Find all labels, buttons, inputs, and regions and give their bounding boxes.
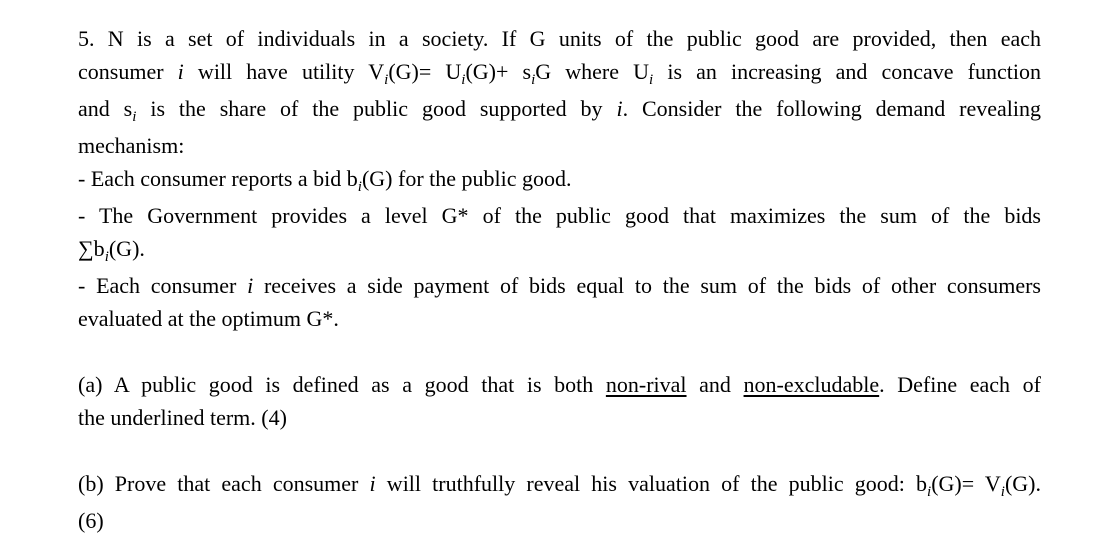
subscript: i [1000, 484, 1005, 500]
subscript: i [104, 249, 109, 265]
text-run: (G) for the public good. [361, 166, 572, 191]
text-run: i [369, 471, 376, 496]
text-run: i [177, 59, 184, 84]
text-run: - Each consumer [78, 273, 248, 298]
text-run: and s [78, 96, 133, 121]
paragraph-gap [78, 434, 1043, 467]
text-run: evaluated at the optimum G*. [78, 306, 339, 331]
text-line [78, 232, 1043, 269]
subscript: i [384, 72, 389, 88]
text-line [78, 504, 1043, 537]
text-line [78, 55, 1041, 92]
text-line [78, 269, 1041, 302]
text-run: will truthfully reveal his valuation of the public good: b [375, 471, 928, 496]
text-run: is an increasing and concave function [653, 59, 1041, 84]
text-run: . Consider the following demand revealing [622, 96, 1042, 121]
text-line [78, 129, 1043, 162]
text-run: is the share of the public good supported by [136, 96, 617, 121]
text-run: (G). [1004, 471, 1042, 496]
text-run: (b) Prove that each consumer [78, 471, 370, 496]
text-run: receives a side payment of bids equal to the sum of the bids of other consumers [253, 273, 1041, 298]
text-run: 5. N is a set of individuals in a society. If G units of the public good are provided, then each [78, 26, 1041, 51]
text-run: will have utility V [183, 59, 385, 84]
text-line [78, 199, 1041, 232]
text-run: i [616, 96, 623, 121]
text-run: (G). [108, 236, 145, 261]
text-run: (G)+ s [465, 59, 532, 84]
text-run: ∑b [78, 236, 105, 261]
text-line [78, 467, 1041, 504]
text-line [78, 22, 1041, 55]
paragraph-gap [78, 335, 1043, 368]
text-run: G where U [535, 59, 650, 84]
subscript: i [461, 72, 466, 88]
text-line [78, 92, 1041, 129]
text-run: (a) A public good is defined as a good that is both [78, 372, 606, 397]
text-run: (G)= U [388, 59, 462, 84]
subscript: i [927, 484, 932, 500]
text-run: . Define each of [879, 372, 1042, 397]
text-run: and [686, 372, 744, 397]
subscript: i [357, 179, 362, 195]
subscript: i [531, 72, 536, 88]
text-line [78, 162, 1043, 199]
text-run: consumer [78, 59, 178, 84]
text-run: the underlined term. (4) [78, 405, 287, 430]
text-line [78, 368, 1041, 401]
text-run: mechanism: [78, 133, 185, 158]
subscript: i [649, 72, 654, 88]
text-run: (G)= V [931, 471, 1001, 496]
text-run: i [247, 273, 254, 298]
underlined-term: non-rival [605, 372, 687, 397]
text-line [78, 401, 1043, 434]
text-run: - Each consumer reports a bid b [78, 166, 358, 191]
subscript: i [132, 109, 137, 125]
text-run: - The Government provides a level G* of the public good that maximizes the sum of the bids [78, 203, 1041, 228]
text-run: (6) [78, 508, 104, 533]
underlined-term: non-excludable [743, 372, 880, 397]
text-line [78, 302, 1043, 335]
